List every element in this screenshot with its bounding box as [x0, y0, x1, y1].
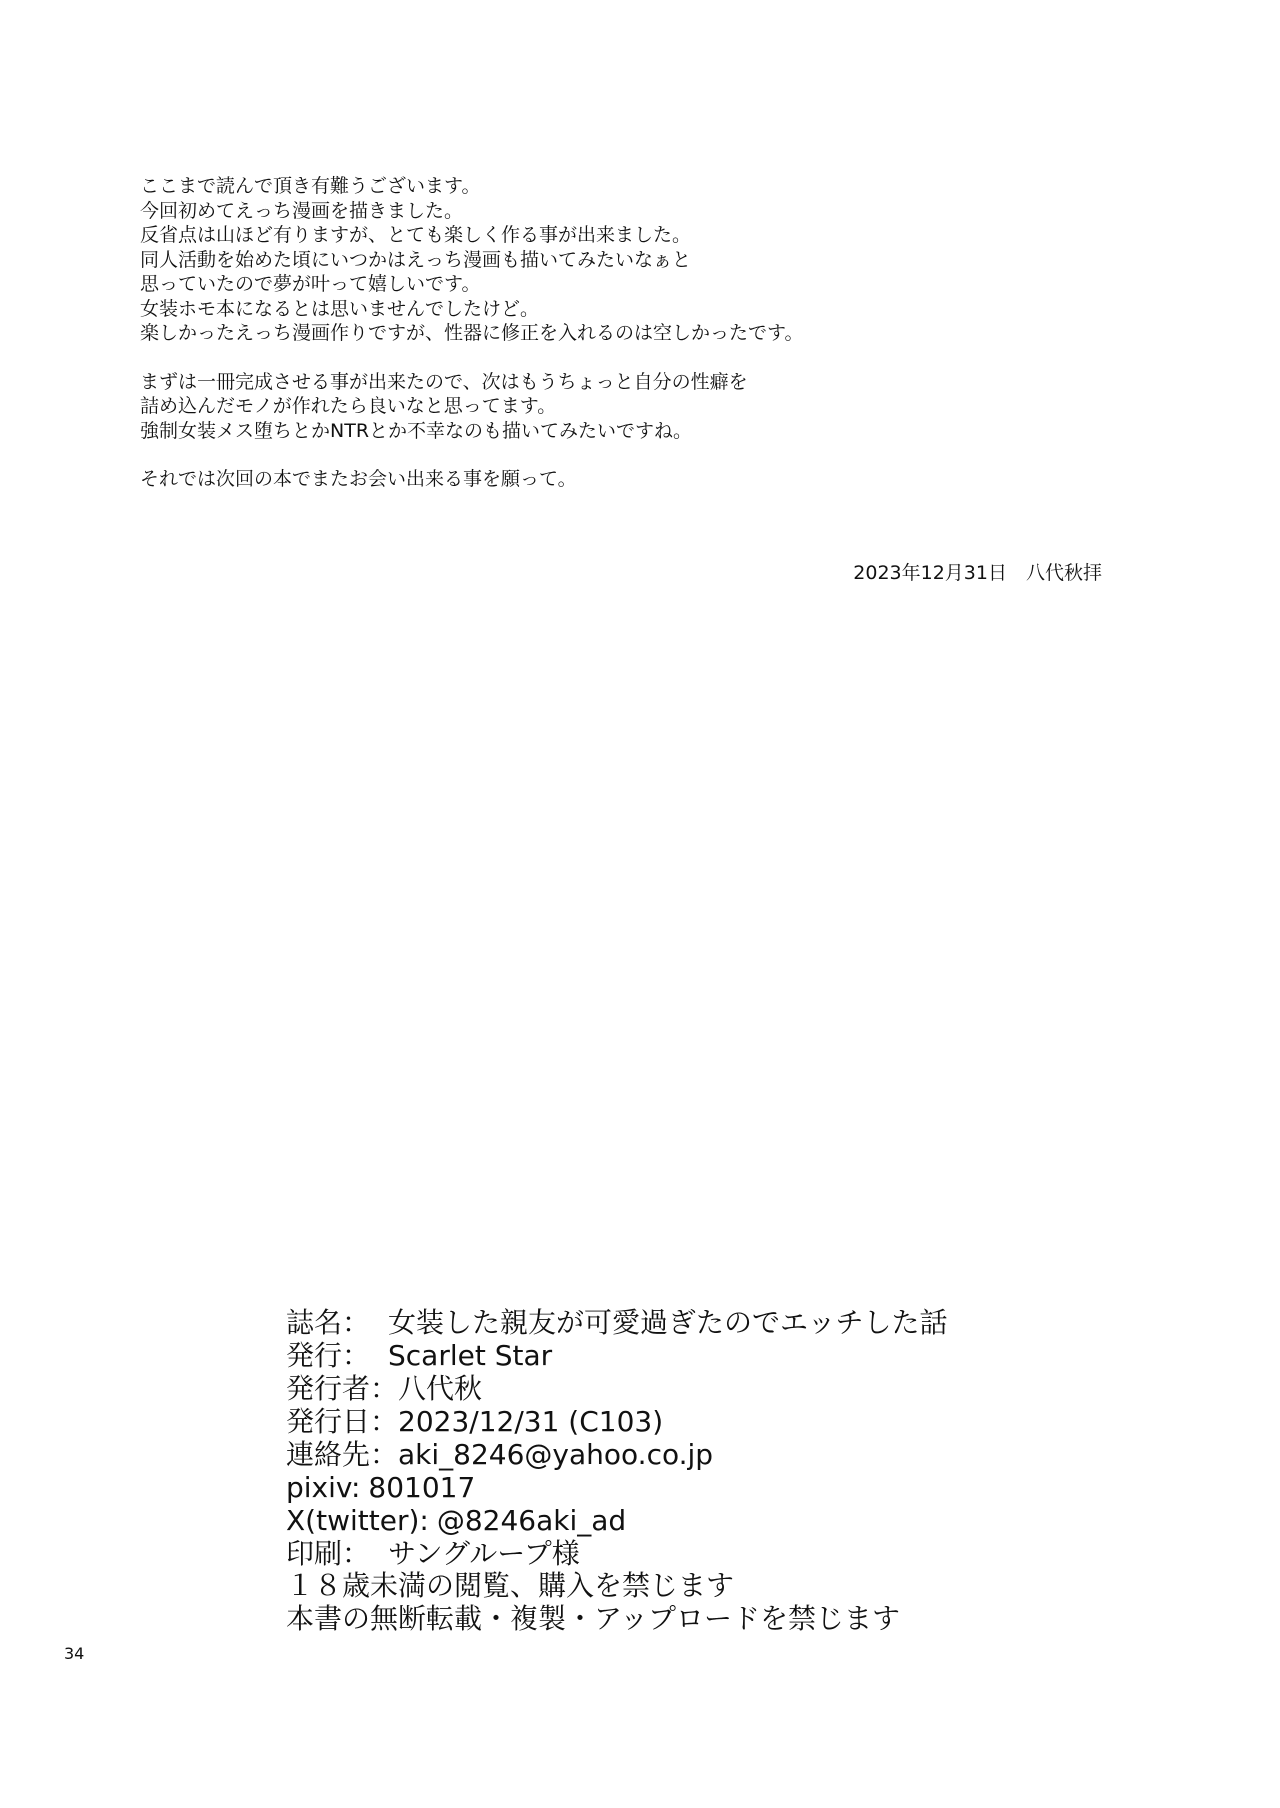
- paragraph-gap: [140, 443, 1140, 467]
- twitter-label: X(twitter):: [286, 1504, 429, 1537]
- colophon-title-row: [286, 1306, 947, 1339]
- author-value: 八代秋: [398, 1372, 483, 1405]
- author-label: 発行者：: [286, 1372, 399, 1405]
- afterword-line: 今回初めてえっち漫画を描きました。: [140, 199, 464, 222]
- title-value: 女装した親友が可愛過ぎたのでエッチした話: [388, 1306, 948, 1339]
- afterword-line: 強制女装メス堕ちとかNTRとか不幸なのも描いてみたいですね。: [140, 419, 693, 442]
- afterword-line: 女装ホモ本になるとは思いませんでしたけど。: [140, 297, 540, 320]
- colophon-pixiv-row: [286, 1471, 947, 1504]
- copyright-notice: 本書の無断転載・複製・アップロードを禁じます: [286, 1602, 901, 1635]
- colophon-printer-row: [286, 1537, 947, 1570]
- paragraph-gap: [140, 346, 1140, 370]
- contact-value: aki_8246@yahoo.co.jp: [398, 1438, 714, 1471]
- contact-label: 連絡先：: [286, 1438, 399, 1471]
- afterword-line: 思っていたので夢が叶って嬉しいです。: [140, 273, 481, 295]
- pixiv-value: 801017: [368, 1471, 476, 1504]
- date-label: 発行日：: [286, 1405, 399, 1438]
- notices: [286, 1569, 900, 1635]
- printer-value: サングループ様: [388, 1537, 580, 1570]
- colophon-publisher-row: [286, 1339, 947, 1372]
- afterword-line: 同人活動を始めた頃にいつかはえっち漫画も描いてみたいなぁと: [140, 248, 692, 271]
- afterword-line: 反省点は山ほど有りますが、とても楽しく作る事が出来ました。: [140, 224, 692, 246]
- afterword-line: 楽しかったえっち漫画作りですが、性器に修正を入れるのは空しかったです。: [140, 322, 804, 344]
- afterword-line: 詰め込んだモノが作れたら良いなと思ってます。: [140, 395, 557, 417]
- age-restriction-notice: １８歳未満の閲覧、購入を禁じます: [286, 1569, 735, 1602]
- colophon-date-row: [286, 1405, 947, 1438]
- twitter-value: @8246aki_ad: [436, 1504, 627, 1537]
- publisher-value: Scarlet Star: [388, 1339, 553, 1372]
- colophon-twitter-row: [286, 1504, 947, 1537]
- page-number: 34: [64, 1644, 85, 1663]
- title-label: 誌名：: [286, 1306, 371, 1339]
- afterword-signature: 2023年12月31日 八代秋拝: [853, 562, 1102, 584]
- date-value: 2023/12/31 (C103): [398, 1405, 664, 1438]
- afterword-line: それでは次回の本でまたお会い出来る事を願って。: [140, 468, 577, 490]
- publisher-label: 発行：: [286, 1339, 371, 1372]
- pixiv-label: pixiv:: [286, 1471, 361, 1504]
- afterword-line: ここまで読んで頂き有難うございます。: [140, 175, 481, 197]
- colophon: [286, 1306, 947, 1570]
- printer-label: 印刷：: [286, 1537, 371, 1570]
- colophon-contact-row: [286, 1438, 947, 1471]
- afterword: [140, 174, 1140, 492]
- colophon-author-row: [286, 1372, 947, 1405]
- afterword-line: まずは一冊完成させる事が出来たので、次はもうちょっと自分の性癖を: [140, 370, 748, 393]
